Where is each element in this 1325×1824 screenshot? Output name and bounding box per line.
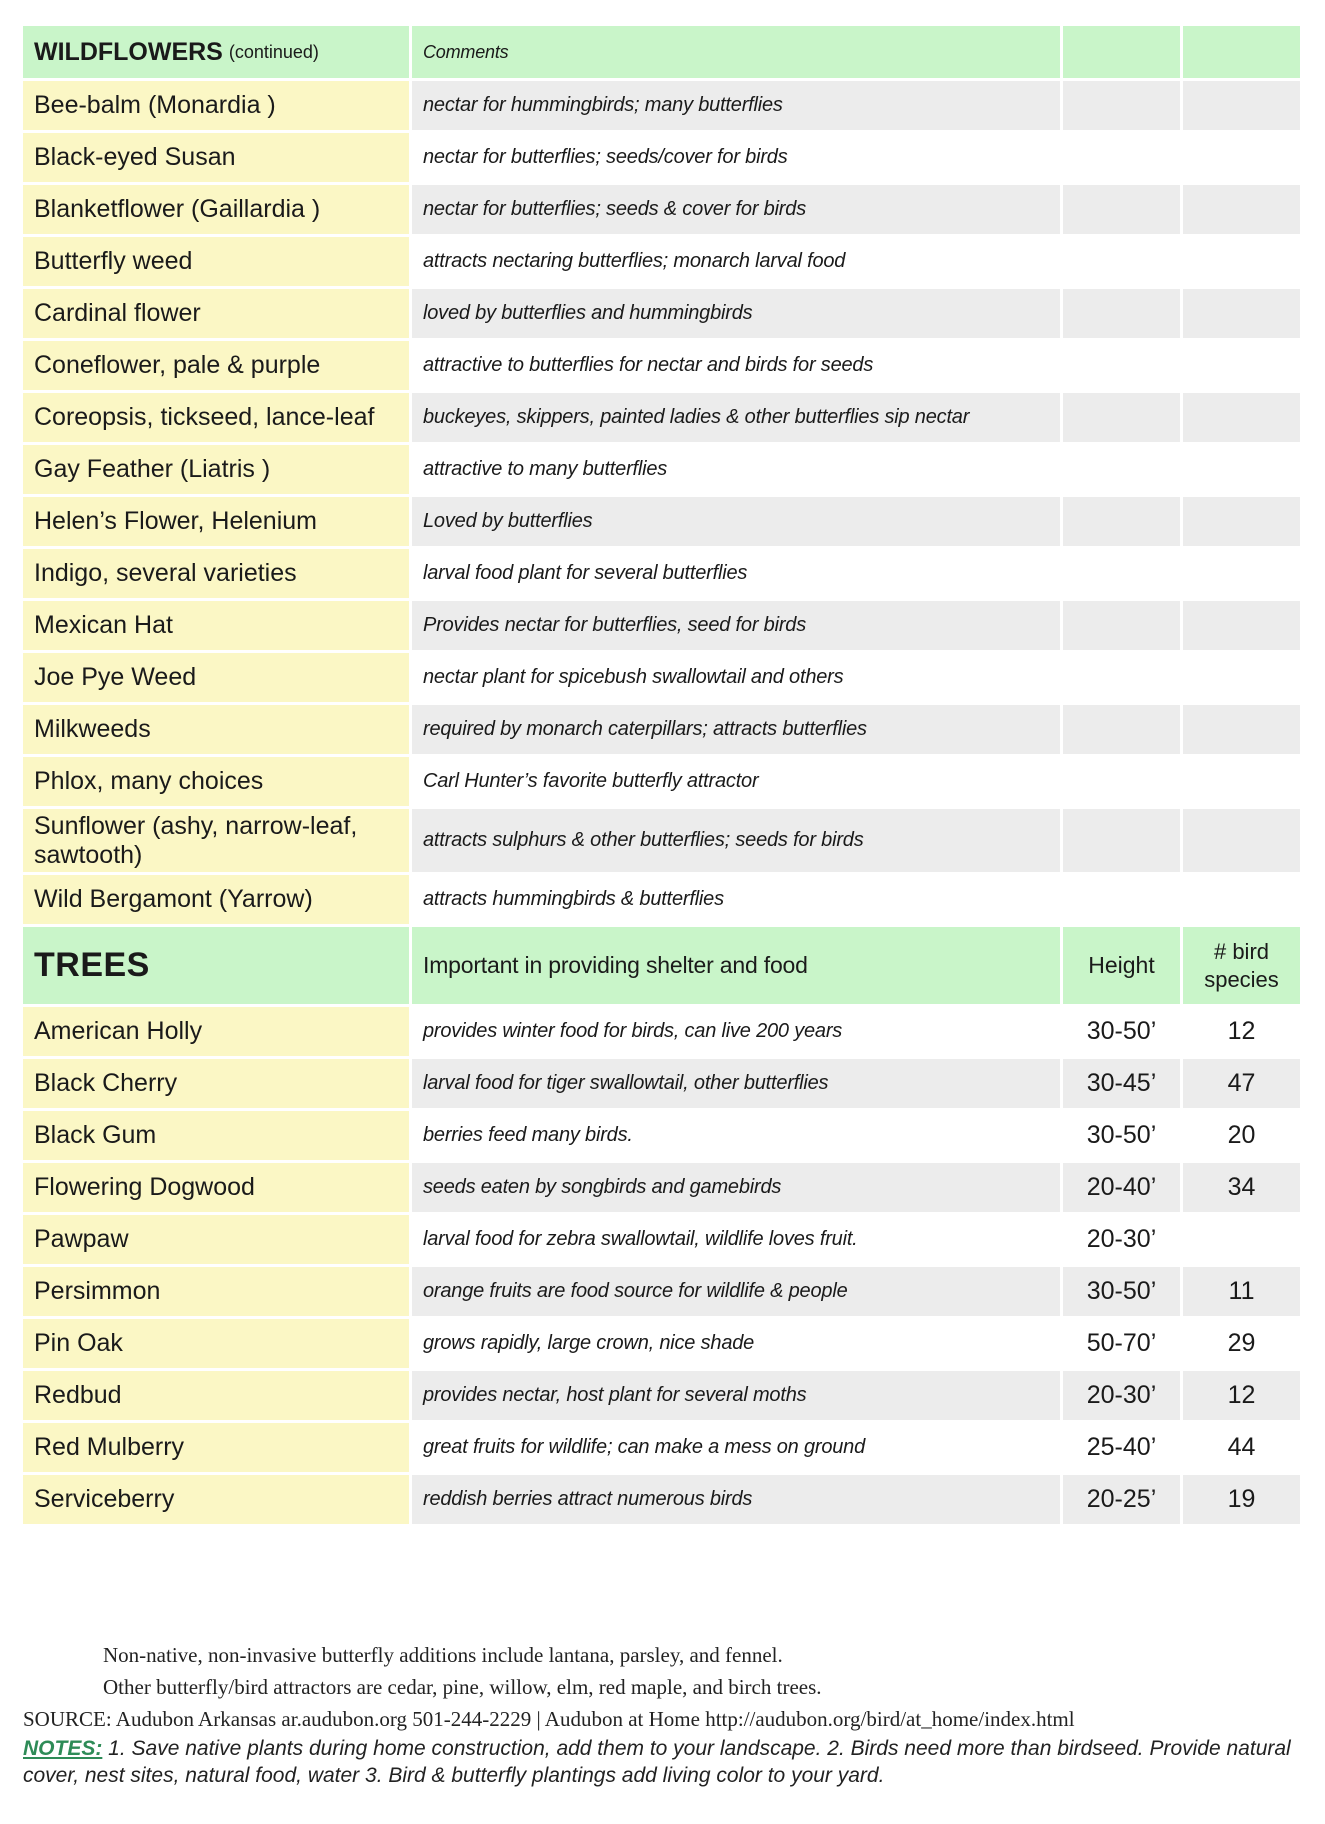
- tree-row: [23, 1423, 1300, 1475]
- trees-rows: [23, 1007, 1300, 1527]
- wildflower-row: [23, 809, 1300, 875]
- trees-birds-header: [1183, 927, 1300, 1004]
- tree-row: [23, 1215, 1300, 1267]
- footer-notes: [23, 1735, 1293, 1789]
- plant-comment: larval food plant for several butterflies: [412, 549, 1063, 598]
- height-cell: [1063, 809, 1183, 872]
- trees-header-row: [23, 927, 1300, 1007]
- tree-name: Pin Oak: [23, 1319, 412, 1368]
- tree-comment: reddish berries attract numerous birds: [412, 1475, 1063, 1524]
- tree-height: 30-45’: [1063, 1059, 1183, 1108]
- tree-name: Persimmon: [23, 1267, 412, 1316]
- plant-comment: attracts nectaring butterflies; monarch larval food: [412, 237, 1063, 286]
- tree-name: American Holly: [23, 1007, 412, 1056]
- tree-row: [23, 1319, 1300, 1371]
- tree-comment: berries feed many birds.: [412, 1111, 1063, 1160]
- height-cell: [1063, 185, 1183, 234]
- bird-species-cell: [1183, 549, 1300, 598]
- bird-species-cell: [1183, 185, 1300, 234]
- tree-bird-species: 12: [1183, 1371, 1300, 1420]
- tree-name: Black Cherry: [23, 1059, 412, 1108]
- plant-name: Blanketflower (Gaillardia ): [23, 185, 412, 234]
- bird-species-cell: [1183, 81, 1300, 130]
- bird-species-cell: [1183, 705, 1300, 754]
- wildflowers-subtitle: (continued): [228, 41, 319, 62]
- plant-comment: nectar for hummingbirds; many butterflies: [412, 81, 1063, 130]
- tree-bird-species: 20: [1183, 1111, 1300, 1160]
- plant-comment: buckeyes, skippers, painted ladies & other butterflies sip nectar: [412, 393, 1063, 442]
- plant-comment: loved by butterflies and hummingbirds: [412, 289, 1063, 338]
- notes-text: 1. Save native plants during home construction, add them to your landscape. 2. Birds need more than birdseed. Provide natural cover, nest sites, natural food, water 3. Bird & butterfly plantings add living color to your yard.: [23, 1737, 1291, 1787]
- wildflowers-rows: [23, 81, 1300, 927]
- trees-header: [23, 927, 412, 1004]
- bird-species-cell: [1183, 653, 1300, 702]
- tree-bird-species: 44: [1183, 1423, 1300, 1472]
- tree-name: Pawpaw: [23, 1215, 412, 1264]
- wildflowers-comments-header: [412, 26, 1063, 78]
- wildflower-row: [23, 289, 1300, 341]
- plant-name: Sunflower (ashy, narrow-leaf, sawtooth): [23, 809, 412, 872]
- wildflower-row: [23, 549, 1300, 601]
- plant-name: Wild Bergamont (Yarrow): [23, 875, 412, 924]
- height-cell: [1063, 757, 1183, 806]
- plant-name: Indigo, several varieties: [23, 549, 412, 598]
- height-cell: [1063, 445, 1183, 494]
- plant-comment: attracts hummingbirds & butterflies: [412, 875, 1063, 924]
- wildflower-row: [23, 185, 1300, 237]
- comments-header-label: Comments: [423, 41, 509, 62]
- height-cell: [1063, 497, 1183, 546]
- wildflower-row: [23, 875, 1300, 927]
- tree-bird-species: 34: [1183, 1163, 1300, 1212]
- tree-height: 20-30’: [1063, 1371, 1183, 1420]
- plant-comment: attractive to many butterflies: [412, 445, 1063, 494]
- wildflower-row: [23, 601, 1300, 653]
- plant-table: [23, 26, 1300, 1527]
- tree-bird-species: 12: [1183, 1007, 1300, 1056]
- plant-name: Coneflower, pale & purple: [23, 341, 412, 390]
- bird-species-cell: [1183, 875, 1300, 924]
- height-cell: [1063, 341, 1183, 390]
- trees-comments-header: [412, 927, 1063, 1004]
- plant-name: Phlox, many choices: [23, 757, 412, 806]
- plant-name: Bee-balm (Monardia ): [23, 81, 412, 130]
- plant-name: Helen’s Flower, Helenium: [23, 497, 412, 546]
- tree-row: [23, 1059, 1300, 1111]
- bird-species-cell: [1183, 497, 1300, 546]
- tree-name: Red Mulberry: [23, 1423, 412, 1472]
- footer-nonnative-note: Non-native, non-invasive butterfly additions include lantana, parsley, and fennel.: [103, 1643, 783, 1667]
- plant-name: Butterfly weed: [23, 237, 412, 286]
- height-cell: [1063, 549, 1183, 598]
- wildflower-row: [23, 497, 1300, 549]
- footer-attractors-note: Other butterfly/bird attractors are cedar, pine, willow, elm, red maple, and birch trees.: [103, 1675, 822, 1699]
- tree-comment: provides winter food for birds, can live 200 years: [412, 1007, 1063, 1056]
- bird-species-cell: [1183, 237, 1300, 286]
- wildflower-row: [23, 445, 1300, 497]
- wildflowers-header-height-cell: [1063, 26, 1183, 78]
- plant-name: Gay Feather (Liatris ): [23, 445, 412, 494]
- wildflower-row: [23, 237, 1300, 289]
- tree-name: Serviceberry: [23, 1475, 412, 1524]
- plant-name: Milkweeds: [23, 705, 412, 754]
- trees-comments-label: Important in providing shelter and food: [423, 952, 808, 978]
- bird-species-cell: [1183, 393, 1300, 442]
- bird-species-cell: [1183, 601, 1300, 650]
- tree-height: 25-40’: [1063, 1423, 1183, 1472]
- tree-bird-species: 47: [1183, 1059, 1300, 1108]
- height-header-label: Height: [1088, 952, 1155, 978]
- tree-row: [23, 1371, 1300, 1423]
- tree-row: [23, 1267, 1300, 1319]
- plant-comment: nectar plant for spicebush swallowtail and others: [412, 653, 1063, 702]
- tree-bird-species: 19: [1183, 1475, 1300, 1524]
- wildflowers-header: [23, 26, 412, 78]
- height-cell: [1063, 289, 1183, 338]
- tree-height: 20-30’: [1063, 1215, 1183, 1264]
- tree-row: [23, 1163, 1300, 1215]
- plant-name: Mexican Hat: [23, 601, 412, 650]
- tree-name: Flowering Dogwood: [23, 1163, 412, 1212]
- plant-comment: nectar for butterflies; seeds/cover for birds: [412, 133, 1063, 182]
- wildflower-row: [23, 705, 1300, 757]
- tree-bird-species: 11: [1183, 1267, 1300, 1316]
- tree-height: 30-50’: [1063, 1007, 1183, 1056]
- wildflower-row: [23, 653, 1300, 705]
- tree-comment: great fruits for wildlife; can make a mess on ground: [412, 1423, 1063, 1472]
- tree-comment: orange fruits are food source for wildlife & people: [412, 1267, 1063, 1316]
- tree-comment: provides nectar, host plant for several moths: [412, 1371, 1063, 1420]
- tree-height: 50-70’: [1063, 1319, 1183, 1368]
- plant-name: Joe Pye Weed: [23, 653, 412, 702]
- wildflower-row: [23, 341, 1300, 393]
- tree-comment: grows rapidly, large crown, nice shade: [412, 1319, 1063, 1368]
- tree-comment: larval food for zebra swallowtail, wildlife loves fruit.: [412, 1215, 1063, 1264]
- bird-species-cell: [1183, 809, 1300, 872]
- trees-height-header: [1063, 927, 1183, 1004]
- height-cell: [1063, 653, 1183, 702]
- wildflower-row: [23, 393, 1300, 445]
- birds-header-label: # bird species: [1204, 938, 1279, 992]
- wildflower-row: [23, 81, 1300, 133]
- height-cell: [1063, 875, 1183, 924]
- tree-row: [23, 1007, 1300, 1059]
- bird-species-cell: [1183, 289, 1300, 338]
- plant-comment: required by monarch caterpillars; attracts butterflies: [412, 705, 1063, 754]
- plant-name: Cardinal flower: [23, 289, 412, 338]
- height-cell: [1063, 133, 1183, 182]
- height-cell: [1063, 705, 1183, 754]
- tree-row: [23, 1111, 1300, 1163]
- plant-comment: Loved by butterflies: [412, 497, 1063, 546]
- plant-comment: nectar for butterflies; seeds & cover for birds: [412, 185, 1063, 234]
- tree-name: Black Gum: [23, 1111, 412, 1160]
- bird-species-cell: [1183, 445, 1300, 494]
- footer-source: SOURCE: Audubon Arkansas ar.audubon.org 501-244-2229 | Audubon at Home http://audubon.org/bird/at_home/index.html: [23, 1707, 1075, 1731]
- tree-bird-species: 29: [1183, 1319, 1300, 1368]
- tree-height: 30-50’: [1063, 1111, 1183, 1160]
- plant-comment: Provides nectar for butterflies, seed for birds: [412, 601, 1063, 650]
- tree-name: Redbud: [23, 1371, 412, 1420]
- tree-comment: larval food for tiger swallowtail, other butterflies: [412, 1059, 1063, 1108]
- bird-species-cell: [1183, 341, 1300, 390]
- tree-bird-species: [1183, 1215, 1300, 1264]
- wildflowers-title: WILDFLOWERS: [34, 37, 223, 66]
- height-cell: [1063, 601, 1183, 650]
- bird-species-cell: [1183, 133, 1300, 182]
- trees-title: TREES: [34, 946, 150, 984]
- plant-name: Coreopsis, tickseed, lance-leaf: [23, 393, 412, 442]
- bird-species-cell: [1183, 757, 1300, 806]
- plant-comment: Carl Hunter’s favorite butterfly attractor: [412, 757, 1063, 806]
- wildflowers-header-row: [23, 26, 1300, 81]
- height-cell: [1063, 237, 1183, 286]
- notes-label: NOTES:: [23, 1737, 103, 1760]
- tree-height: 30-50’: [1063, 1267, 1183, 1316]
- tree-row: [23, 1475, 1300, 1527]
- tree-height: 20-25’: [1063, 1475, 1183, 1524]
- plant-comment: attracts sulphurs & other butterflies; seeds for birds: [412, 809, 1063, 872]
- plant-name: Black-eyed Susan: [23, 133, 412, 182]
- tree-comment: seeds eaten by songbirds and gamebirds: [412, 1163, 1063, 1212]
- height-cell: [1063, 393, 1183, 442]
- tree-height: 20-40’: [1063, 1163, 1183, 1212]
- plant-comment: attractive to butterflies for nectar and birds for seeds: [412, 341, 1063, 390]
- wildflower-row: [23, 133, 1300, 185]
- wildflowers-header-birds-cell: [1183, 26, 1300, 78]
- height-cell: [1063, 81, 1183, 130]
- wildflower-row: [23, 757, 1300, 809]
